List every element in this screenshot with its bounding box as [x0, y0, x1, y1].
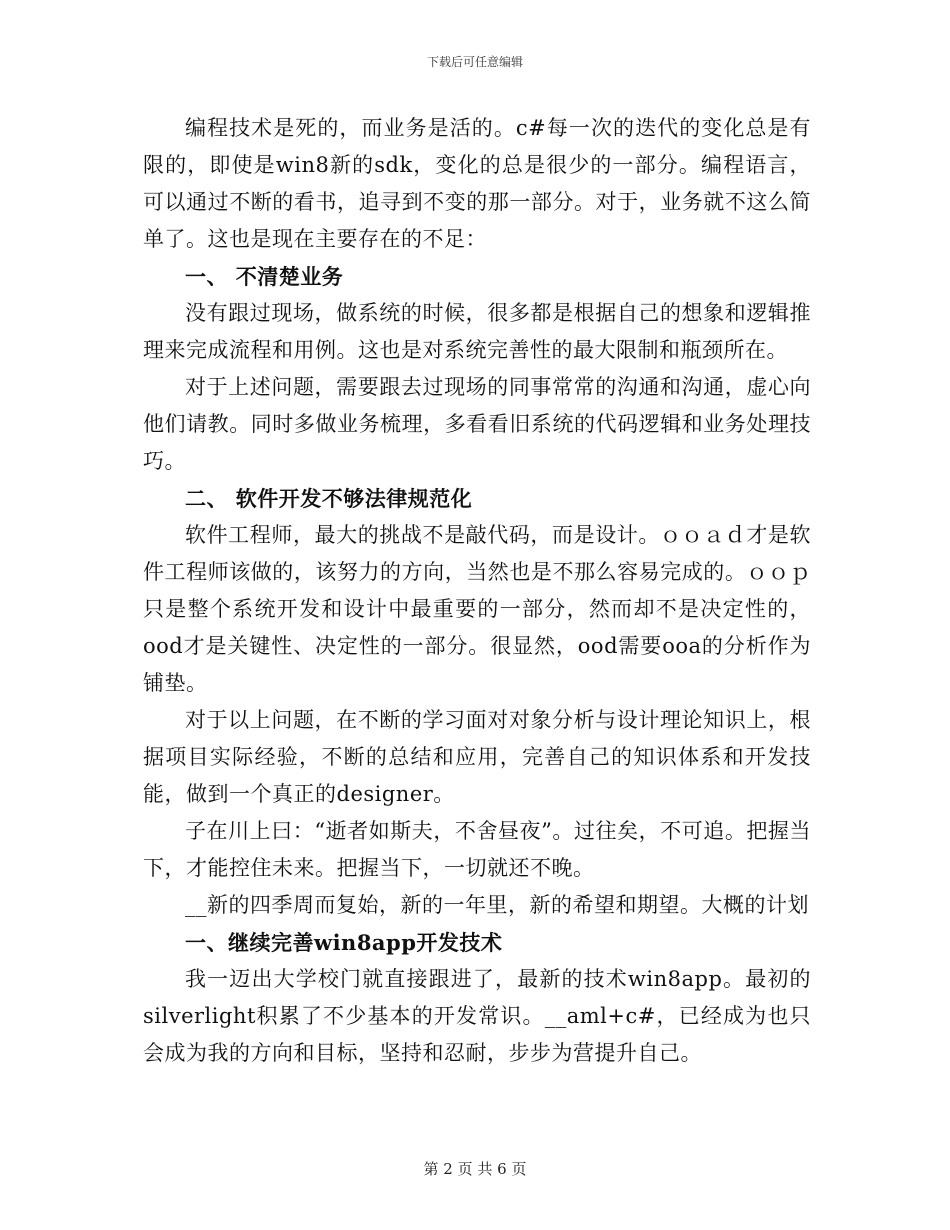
- section-heading-1: 一、 不清楚业务: [185, 264, 344, 289]
- paragraph-4: 软件工程师，最大的挑战不是敲代码，而是设计。ｏｏａｄ才是软件工程师该做的，该努力的方向，当然也是不那么容易完成的。ｏｏｐ只是整个系统开发和设计中最重要的一部分，然而却不是决定性的，ood才是关键性、决定性的一部分。很显然，ood需要ooa的分析作为铺垫。: [143, 523, 811, 695]
- paragraph-6: 子在川上曰：“逝者如斯夫，不舍昼夜”。过往矣，不可追。把握当下，才能控住未来。把握当下，一切就还不晚。: [143, 819, 811, 880]
- paragraph-3: 对于上述问题，需要跟去过现场的同事常常的沟通和沟通，虚心向他们请教。同时多做业务梳理，多看看旧系统的代码逻辑和业务处理技巧。: [143, 375, 811, 473]
- paragraph-7: __新的四季周而复始，新的一年里，新的希望和期望。大概的计划: [185, 893, 809, 917]
- paragraph-8: 我一迈出大学校门就直接跟进了，最新的技术win8app。最初的silverlight积累了不少基本的开发常识。__aml+c#，已经成为也只会成为我的方向和目标，坚持和忍耐，步步为营提升自己。: [143, 967, 811, 1065]
- page-header: 下载后可任意编辑: [426, 55, 523, 69]
- section-heading-3: 一、继续完善win8app开发技术: [185, 930, 503, 955]
- page-footer: 第 2 页 共 6 页: [423, 1160, 527, 1178]
- paragraph-5: 对于以上问题，在不断的学习面对对象分析与设计理论知识上，根据项目实际经验，不断的总结和应用，完善自己的知识体系和开发技能，做到一个真正的designer。: [143, 708, 811, 806]
- paragraph-intro: 编程技术是死的，而业务是活的。c#每一次的迭代的变化总是有限的，即使是win8新的sdk，变化的总是很少的一部分。编程语言，可以通过不断的看书，追寻到不变的那一部分。对于，业务就不这么简单了。这也是现在主要存在的不足：: [143, 116, 811, 251]
- section-heading-2: 二、 软件开发不够法律规范化: [185, 486, 473, 511]
- document-body: [143, 110, 811, 1072]
- paragraph-2: 没有跟过现场，做系统的时候，很多都是根据自己的想象和逻辑推理来完成流程和用例。这也是对系统完善性的最大限制和瓶颈所在。: [143, 301, 811, 362]
